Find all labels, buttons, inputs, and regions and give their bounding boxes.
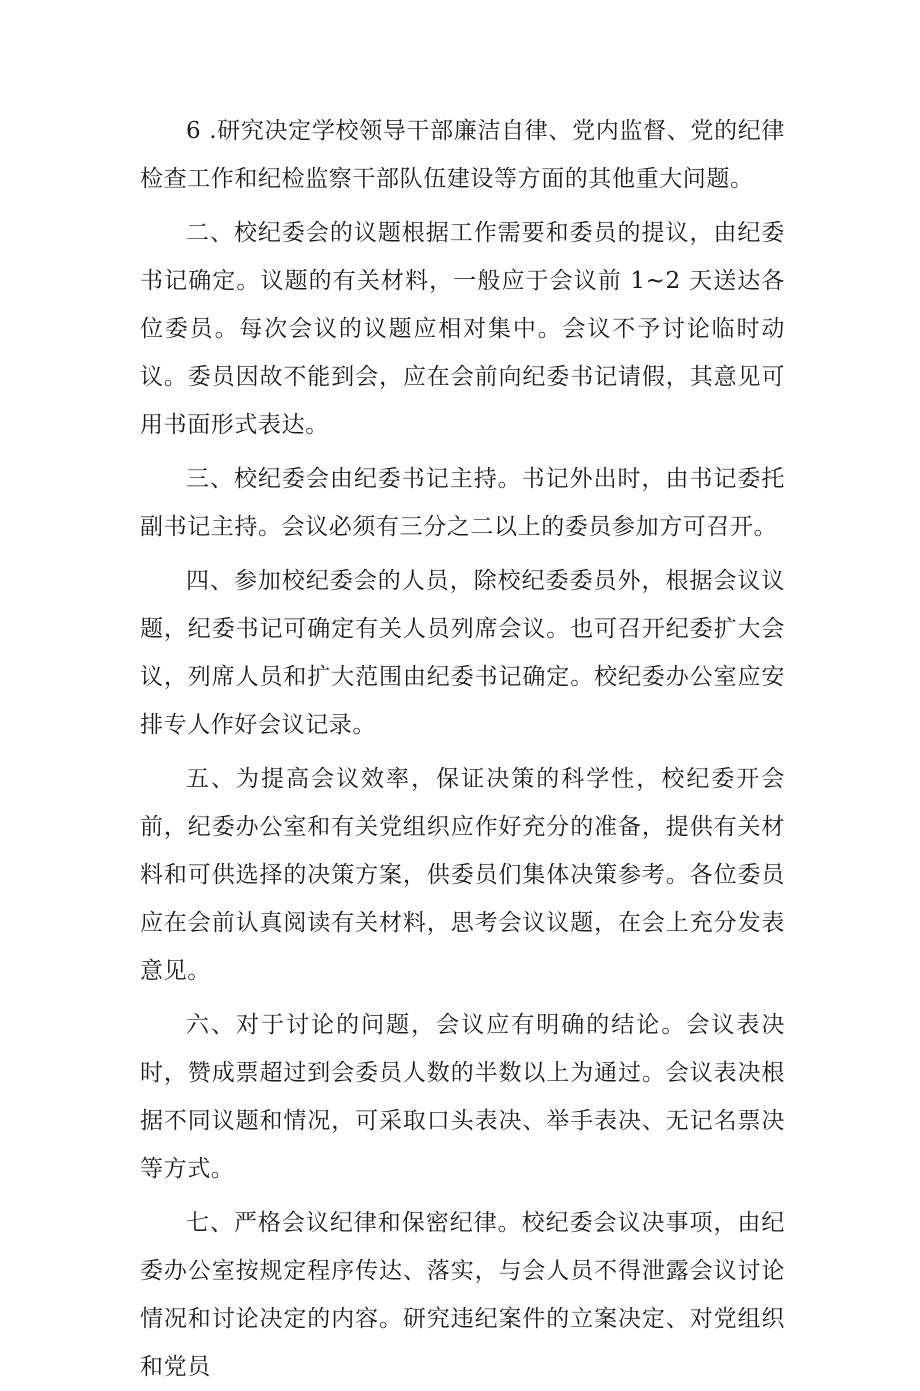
paragraph-article-2: 二、校纪委会的议题根据工作需要和委员的提议，由纪委书记确定。议题的有关材料，一般应于会议前 1~2 天送达各位委员。每次会议的议题应相对集中。会议不予讨论临时动议。委员因故不能到会，应在会前向纪委书记请假，其意见可用书面形式表达。 (140, 220, 785, 438)
paragraph-item-6: 6 .研究决定学校领导干部廉洁自律、党内监督、党的纪律检查工作和纪检监察干部队伍建设等方面的其他重大问题。 (140, 118, 785, 192)
paragraph-article-3: 三、校纪委会由纪委书记主持。书记外出时，由书记委托副书记主持。会议必须有三分之二以上的委员参加方可召开。 (140, 466, 785, 540)
paragraph-article-4: 四、参加校纪委会的人员，除校纪委委员外，根据会议议题，纪委书记可确定有关人员列席会议。也可召开纪委扩大会议，列席人员和扩大范围由纪委书记确定。校纪委办公室应安排专人作好会议记录。 (140, 568, 785, 738)
paragraph-article-5: 五、为提高会议效率，保证决策的科学性，校纪委开会前，纪委办公室和有关党组织应作好充分的准备，提供有关材料和可供选择的决策方案，供委员们集体决策参考。各位委员应在会前认真阅读有关材料，思考会议议题，在会上充分发表意见。 (140, 766, 785, 984)
paragraph-article-6: 六、对于讨论的问题，会议应有明确的结论。会议表决时，赞成票超过到会委员人数的半数以上为通过。会议表决根据不同议题和情况，可采取口头表决、举手表决、无记名票决等方式。 (140, 1012, 785, 1182)
document-body (140, 107, 785, 1391)
paragraph-article-7: 七、严格会议纪律和保密纪律。校纪委会议决事项，由纪委办公室按规定程序传达、落实，与会人员不得泄露会议讨论情况和讨论决定的内容。研究违纪案件的立案决定、对党组织和党员 (140, 1210, 785, 1380)
